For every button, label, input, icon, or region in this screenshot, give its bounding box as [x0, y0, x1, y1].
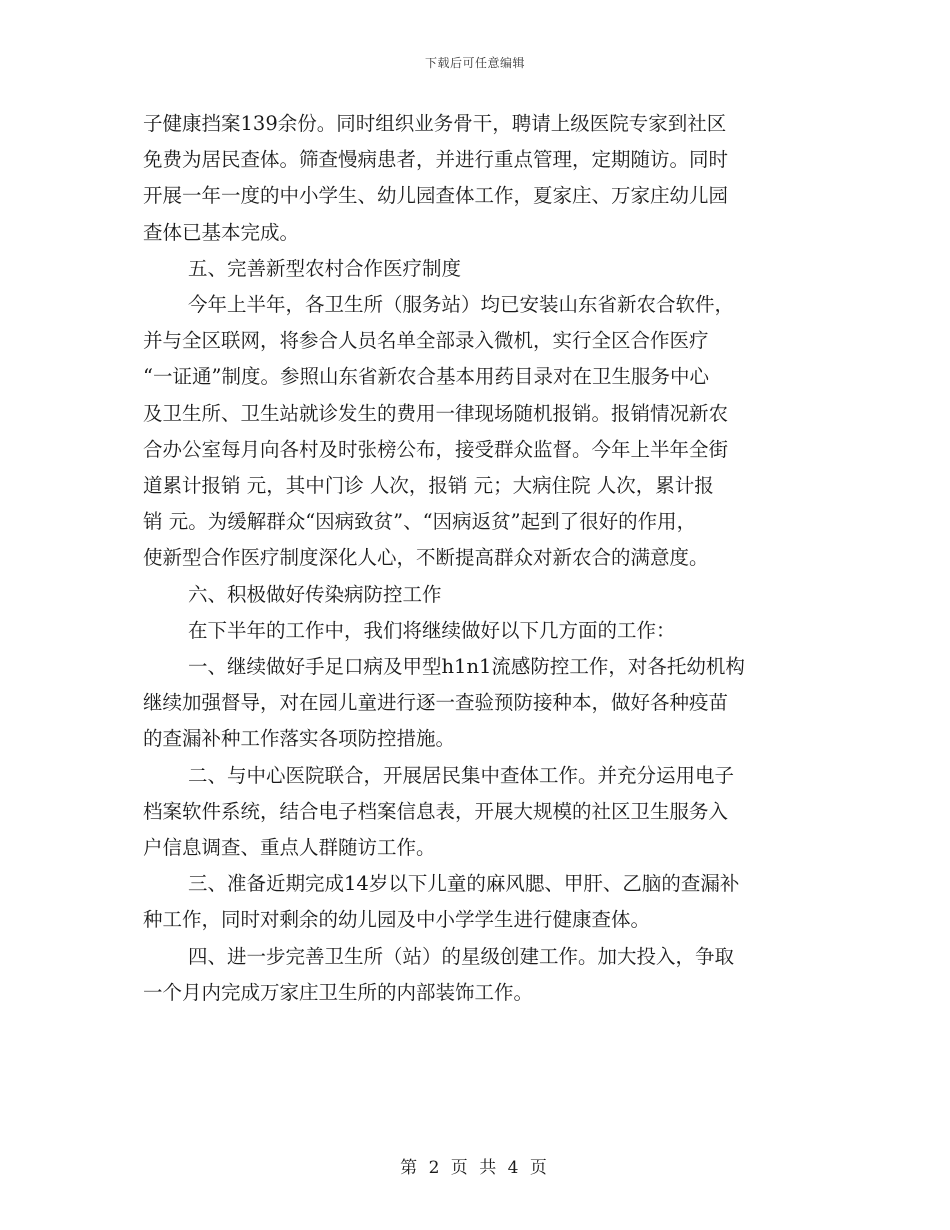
text-line: 并与全区联网，将参合人员名单全部录入微机，实行全区合作医疗	[143, 329, 709, 353]
text-line: “一证通”制度。参照山东省新农合基本用药目录对在卫生服务中心	[143, 365, 709, 389]
text-line: 二、与中心医院联合，开展居民集中查体工作。并充分运用电子	[188, 763, 735, 787]
text-line: 道累计报销 元，其中门诊 人次，报销 元；大病住院 人次，累计报	[143, 474, 714, 498]
text-line: 的查漏补种工作落实各项防控措施。	[143, 727, 456, 751]
text-line: 四、进一步完善卫生所（站）的星级创建工作。加大投入，争取	[188, 944, 735, 968]
text-line: 使新型合作医疗制度深化人心，不断提高群众对新农合的满意度。	[143, 546, 709, 570]
text-line: 销 元。为缓解群众“因病致贫”、“因病返贫”起到了很好的作用，	[143, 510, 697, 534]
text-line: 在下半年的工作中，我们将继续做好以下几方面的工作：	[188, 618, 676, 642]
text-line: 户信息调查、重点人群随访工作。	[143, 836, 436, 860]
text-line: 开展一年一度的中小学生、幼儿园查体工作，夏家庄、万家庄幼儿园	[143, 184, 729, 208]
text-line: 免费为居民查体。筛查慢病患者，并进行重点管理，定期随访。同时	[143, 148, 729, 172]
page-footer: 第 2 页 共 4 页	[400, 1158, 550, 1178]
text-line: 子健康挡案139余份。同时组织业务骨干，聘请上级医院专家到社区	[143, 112, 727, 135]
text-line: 今年上半年，各卫生所（服务站）均已安装山东省新农合软件，	[188, 293, 735, 317]
text-line: 种工作，同时对剩余的幼儿园及中小学学生进行健康查体。	[143, 908, 651, 932]
text-line: 继续加强督导，对在园儿童进行逐一查验预防接种本，做好各种疫苗	[143, 691, 729, 715]
page-header: 下载后可任意编辑	[424, 56, 525, 70]
text-line: 一个月内完成万家庄卫生所的内部装饰工作。	[143, 980, 534, 1004]
text-line: 及卫生所、卫生站就诊发生的费用一律现场随机报销。报销情况新农	[143, 401, 729, 425]
document-body	[143, 106, 811, 1011]
text-line: 一、继续做好手足口病及甲型h1n1流感防控工作，对各托幼机构	[188, 655, 745, 679]
text-line: 三、准备近期完成14岁以下儿童的麻风腮、甲肝、乙脑的查漏补	[188, 872, 740, 896]
text-line: 合办公室每月向各村及时张榜公布，接受群众监督。今年上半年全街	[143, 437, 729, 461]
text-line: 查体已基本完成。	[143, 220, 300, 244]
text-line: 六、积极做好传染病防控工作	[188, 582, 442, 606]
text-line: 档案软件系统，结合电子档案信息表，开展大规模的社区卫生服务入	[143, 799, 729, 823]
text-line: 五、完善新型农村合作医疗制度	[188, 256, 462, 280]
